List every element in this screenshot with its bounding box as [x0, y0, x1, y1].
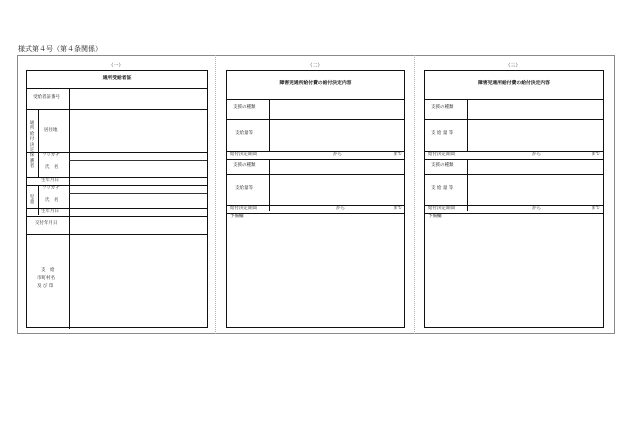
period-label-2: 給付決定期間	[230, 206, 257, 211]
panel-2-title: 障害児通所給付費の給付決定内容	[279, 81, 352, 86]
fold-line-2	[414, 55, 415, 334]
period-to-3: まで	[591, 152, 600, 157]
period-label-1: 給付決定期間	[230, 152, 257, 157]
amount-label-3: 支 給 量 等	[431, 131, 454, 136]
child-group-label: 児童	[29, 195, 35, 206]
period-from-2: から	[336, 206, 345, 211]
panel-3-title: 障害児通所給付費の給付決定内容	[478, 81, 550, 86]
child-name-label: 氏 名	[45, 198, 59, 203]
reserve-label-3: 予備欄	[428, 214, 442, 219]
support-type-label-2: 支援の種類	[233, 163, 256, 168]
period-label-4: 給付決定期間	[428, 206, 455, 211]
amount-label-2: 支給量等	[235, 186, 253, 191]
issuer-label-line-3: 及 び 印	[37, 284, 54, 289]
child-birth-label: 生年月日	[41, 209, 59, 214]
panel-benefit-decision-1	[226, 70, 405, 328]
fold-line-1	[215, 55, 216, 334]
panel-1-title: 通所受給者証	[102, 76, 132, 81]
support-type-label-4: 支援の種類	[431, 163, 454, 168]
guardian-group-label: 通所給付決定保護者	[29, 121, 35, 170]
period-from-3: から	[532, 152, 541, 157]
panel-3-number: （三）	[505, 63, 521, 69]
reserve-label: 予備欄	[230, 214, 244, 219]
issuer-label-line-1: 支 給	[41, 268, 55, 273]
panel-benefit-decision-2	[424, 70, 604, 328]
amount-label-4: 支 給 量 等	[431, 186, 454, 191]
child-furigana-label: フリガナ	[42, 186, 60, 191]
amount-label-1: 支給量等	[235, 131, 253, 136]
period-from-4: から	[532, 206, 541, 211]
period-to-2: まで	[393, 206, 402, 211]
guardian-birth-label: 生年月日	[41, 178, 59, 183]
panel-recipient-certificate	[26, 70, 208, 328]
period-from-1: から	[333, 152, 342, 157]
period-label-3: 給付決定期間	[428, 152, 455, 157]
support-type-label-1: 支援の種類	[233, 105, 256, 110]
guardian-furigana-label: フリガナ	[42, 153, 60, 158]
form-caption: 様式第４号（第４条関係）	[18, 45, 102, 53]
period-to-4: まで	[591, 206, 600, 211]
issue-date-label: 交付年月日	[35, 221, 58, 226]
recipient-number-label: 受給者証番号	[33, 95, 60, 100]
guardian-name-label: 氏 名	[45, 165, 59, 170]
address-label: 居住地	[44, 128, 58, 133]
issuer-label-line-2: 市町村名	[37, 276, 55, 281]
panel-1-number: （一）	[108, 63, 124, 69]
support-type-label-3: 支援の種類	[431, 105, 454, 110]
panel-2-number: （二）	[307, 63, 323, 69]
period-to-1: まで	[393, 152, 402, 157]
